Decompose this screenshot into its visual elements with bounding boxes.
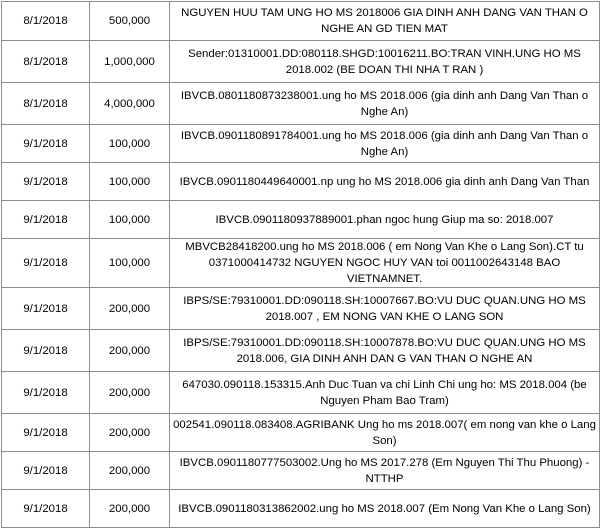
description-cell: IBVCB.0901180449640001.np ung ho MS 2018.006 gia dinh anh Dang Van Than <box>170 163 600 201</box>
amount-cell: 200,000 <box>90 490 170 528</box>
table-row <box>2 239 600 288</box>
description-cell: MBVCB28418200.ung ho MS 2018.006 ( em Nong Van Khe o Lang Son).CT tu 0371000414732 NGUYEN NGOC HUY VAN toi 0011002643148 BAO VIETNAMNET. <box>170 239 600 288</box>
table-row <box>2 330 600 372</box>
description-cell: IBVCB.0801180873238001.ung ho MS 2018.006 (gia dinh anh Dang Van Than o Nghe An) <box>170 83 600 125</box>
table-row <box>2 288 600 330</box>
date-cell: 8/1/2018 <box>2 83 90 125</box>
table-row <box>2 125 600 163</box>
description-cell: IBPS/SE:79310001.DD:090118.SH:10007667.BO:VU DUC QUAN.UNG HO MS 2018.007 , EM NONG VAN KHE O LANG SON <box>170 288 600 330</box>
amount-cell: 200,000 <box>90 372 170 414</box>
amount-cell: 500,000 <box>90 2 170 41</box>
amount-cell: 100,000 <box>90 201 170 239</box>
amount-cell: 100,000 <box>90 239 170 288</box>
date-cell: 9/1/2018 <box>2 201 90 239</box>
amount-cell: 1,000,000 <box>90 41 170 83</box>
amount-cell: 4,000,000 <box>90 83 170 125</box>
description-cell: IBVCB.0901180937889001.phan ngoc hung Giup ma so: 2018.007 <box>170 201 600 239</box>
date-cell: 9/1/2018 <box>2 490 90 528</box>
description-cell: IBVCB.0901180313862002.ung ho MS 2018.007 (Em Nong Van Khe o Lang Son) <box>170 490 600 528</box>
date-cell: 9/1/2018 <box>2 372 90 414</box>
date-cell: 9/1/2018 <box>2 239 90 288</box>
table-row <box>2 201 600 239</box>
date-cell: 9/1/2018 <box>2 330 90 372</box>
table-row <box>2 41 600 83</box>
amount-cell: 100,000 <box>90 125 170 163</box>
donation-table-body <box>2 2 600 528</box>
date-cell: 9/1/2018 <box>2 163 90 201</box>
description-cell: 002541.090118.083408.AGRIBANK Ung ho ms 2018.007( em nong van khe o Lang Son) <box>170 414 600 452</box>
table-row <box>2 83 600 125</box>
date-cell: 8/1/2018 <box>2 41 90 83</box>
date-cell: 8/1/2018 <box>2 2 90 41</box>
date-cell: 9/1/2018 <box>2 452 90 490</box>
description-cell: IBVCB.0901180891784001.ung ho MS 2018.006 (gia dinh anh Dang Van Than o Nghe An) <box>170 125 600 163</box>
date-cell: 9/1/2018 <box>2 288 90 330</box>
donation-table <box>1 1 600 528</box>
table-row <box>2 452 600 490</box>
table-row <box>2 163 600 201</box>
table-row <box>2 372 600 414</box>
description-cell: Sender:01310001.DD:080118.SHGD:10016211.BO:TRAN VINH.UNG HO MS 2018.002 (BE DOAN THI NHA T RAN ) <box>170 41 600 83</box>
date-cell: 9/1/2018 <box>2 414 90 452</box>
amount-cell: 100,000 <box>90 163 170 201</box>
table-row <box>2 490 600 528</box>
description-cell: IBVCB.0901180777503002.Ung ho MS 2017.278 (Em Nguyen Thi Thu Phuong) - NTTHP <box>170 452 600 490</box>
amount-cell: 200,000 <box>90 452 170 490</box>
date-cell: 9/1/2018 <box>2 125 90 163</box>
description-cell: 647030.090118.153315.Anh Duc Tuan va chi Linh Chi ung ho: MS 2018.004 (be Nguyen Pham Bao Tram) <box>170 372 600 414</box>
amount-cell: 200,000 <box>90 414 170 452</box>
table-row <box>2 414 600 452</box>
amount-cell: 200,000 <box>90 288 170 330</box>
table-row <box>2 2 600 41</box>
description-cell: NGUYEN HUU TAM UNG HO MS 2018006 GIA DINH ANH DANG VAN THAN O NGHE AN GD TIEN MAT <box>170 2 600 41</box>
description-cell: IBPS/SE:79310001.DD:090118.SH:10007878.BO:VU DUC QUAN.UNG HO MS 2018.006, GIA DINH ANH DAN G VAN THAN O NGHE AN <box>170 330 600 372</box>
amount-cell: 200,000 <box>90 330 170 372</box>
